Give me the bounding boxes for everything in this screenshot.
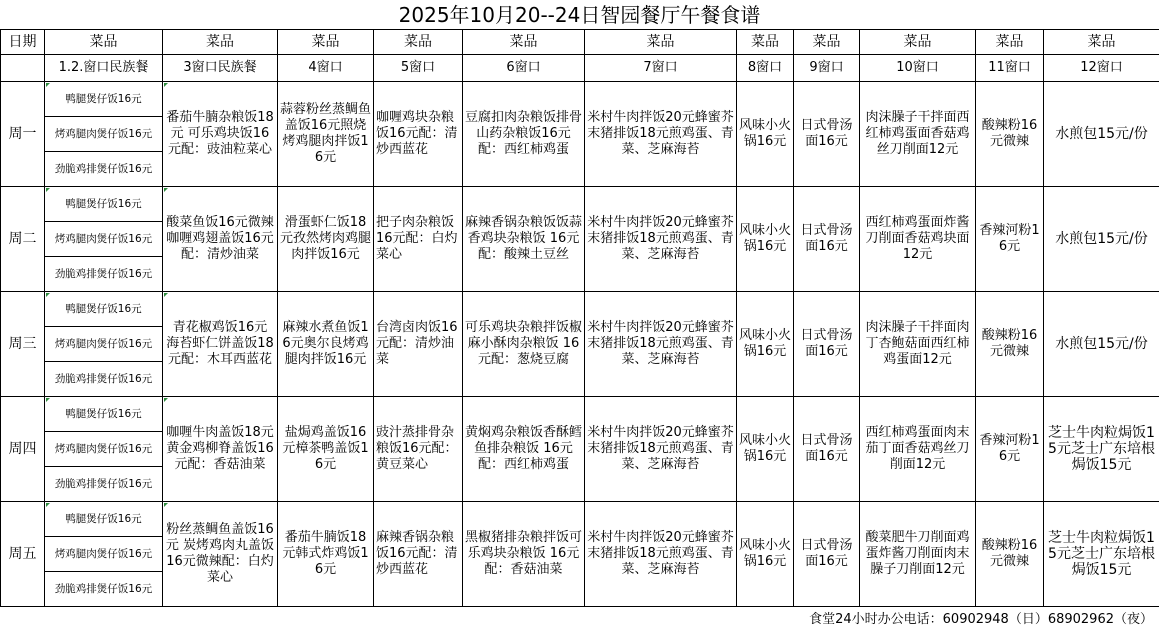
page-title: 2025年10月20--24日智园餐厅午餐食谱 [398, 3, 761, 27]
menu-cell: 米村牛肉拌饭20元蜂蜜芥末猪排饭18元煎鸡蛋、青菜、芝麻海苔 [585, 82, 737, 187]
menu-cell: 黑椒猪排杂粮拌饭可乐鸡块杂粮饭 16元配：香菇油菜 [463, 502, 585, 607]
cell-marker [46, 83, 50, 87]
menu-header: 菜品 [45, 30, 163, 55]
office-phone-note: 食堂24小时办公电话：60902948（日）68902962（夜） [809, 612, 1153, 627]
menu-cell: 麻辣水煮鱼饭16元奥尔良烤鸡腿肉拌饭16元 [278, 292, 374, 397]
window-header: 7窗口 [585, 55, 737, 82]
claypot-item: 烤鸡腿肉煲仔饭16元 [45, 432, 163, 467]
claypot-item: 劲脆鸡排煲仔饭16元 [45, 152, 163, 187]
window-row [1, 55, 1159, 82]
menu-cell: 酸辣粉16元微辣 [976, 82, 1044, 187]
claypot-item: 劲脆鸡排煲仔饭16元 [45, 257, 163, 292]
window-header: 6窗口 [463, 55, 585, 82]
menu-cell: 日式骨汤面16元 [794, 187, 860, 292]
day-label: 周二 [1, 187, 45, 292]
claypot-item: 劲脆鸡排煲仔饭16元 [45, 572, 163, 607]
menu-cell: 米村牛肉拌饭20元蜂蜜芥末猪排饭18元煎鸡蛋、青菜、芝麻海苔 [585, 187, 737, 292]
menu-cell: 风味小火锅16元 [737, 82, 794, 187]
menu-cell: 肉沫臊子干拌面肉丁杏鲍菇面西红柿鸡蛋面12元 [860, 292, 976, 397]
menu-cell: 香辣河粉16元 [976, 397, 1044, 502]
cell-marker [46, 503, 50, 507]
menu-header: 菜品 [794, 30, 860, 55]
cell-marker [164, 188, 168, 192]
menu-cell: 滑蛋虾仁饭18元孜然烤肉鸡腿肉拌饭16元 [278, 187, 374, 292]
menu-header: 菜品 [463, 30, 585, 55]
window-header: 4窗口 [278, 55, 374, 82]
menu-header: 菜品 [737, 30, 794, 55]
menu-cell: 豆腐扣肉杂粮饭排骨山药杂粮饭16元配：西红柿鸡蛋 [463, 82, 585, 187]
day-label: 周四 [1, 397, 45, 502]
claypot-item: 劲脆鸡排煲仔饭16元 [45, 362, 163, 397]
menu-header: 菜品 [585, 30, 737, 55]
menu-cell: 青花椒鸡饭16元 海苔虾仁饼盖饭18元配：木耳西蓝花 [163, 292, 278, 397]
menu-header: 菜品 [860, 30, 976, 55]
menu-cell: 黄焖鸡杂粮饭香酥鳕鱼排杂粮饭 16元配：西红柿鸡蛋 [463, 397, 585, 502]
claypot-item: 鸭腿煲仔饭16元 [45, 187, 163, 222]
claypot-item: 烤鸡腿肉煲仔饭16元 [45, 537, 163, 572]
menu-cell: 西红柿鸡蛋面肉末茄丁面香菇鸡丝刀削面12元 [860, 397, 976, 502]
menu-cell: 风味小火锅16元 [737, 292, 794, 397]
menu-cell: 风味小火锅16元 [737, 502, 794, 607]
menu-cell: 米村牛肉拌饭20元蜂蜜芥末猪排饭18元煎鸡蛋、青菜、芝麻海苔 [585, 397, 737, 502]
menu-cell: 台湾卤肉饭16元配：清炒油菜 [374, 292, 463, 397]
menu-table [0, 29, 1159, 607]
menu-cell: 米村牛肉拌饭20元蜂蜜芥末猪排饭18元煎鸡蛋、青菜、芝麻海苔 [585, 292, 737, 397]
claypot-item: 烤鸡腿肉煲仔饭16元 [45, 117, 163, 152]
window-header: 11窗口 [976, 55, 1044, 82]
claypot-item: 鸭腿煲仔饭16元 [45, 397, 163, 432]
cell-marker [46, 188, 50, 192]
day-row [1, 397, 1159, 432]
cell-marker [164, 83, 168, 87]
cell-marker [164, 398, 168, 402]
menu-cell: 日式骨汤面16元 [794, 502, 860, 607]
menu-cell: 咖喱牛肉盖饭18元黄金鸡柳脊盖饭16元配：香菇油菜 [163, 397, 278, 502]
claypot-item: 烤鸡腿肉煲仔饭16元 [45, 222, 163, 257]
menu-cell: 西红柿鸡蛋面炸酱刀削面香菇鸡块面12元 [860, 187, 976, 292]
cell-marker [46, 293, 50, 297]
menu-cell: 芝士牛肉粒焗饭15元芝士广东培根焗饭15元 [1044, 397, 1159, 502]
menu-cell: 米村牛肉拌饭20元蜂蜜芥末猪排饭18元煎鸡蛋、青菜、芝麻海苔 [585, 502, 737, 607]
cell-marker [164, 293, 168, 297]
day-label: 周五 [1, 502, 45, 607]
menu-header: 菜品 [976, 30, 1044, 55]
menu-cell: 香辣河粉16元 [976, 187, 1044, 292]
menu-cell: 酸菜肥牛刀削面鸡蛋炸酱刀削面肉末臊子刀削面12元 [860, 502, 976, 607]
window-header: 9窗口 [794, 55, 860, 82]
claypot-item: 鸭腿煲仔饭16元 [45, 292, 163, 327]
menu-cell: 盐焗鸡盖饭16元樟茶鸭盖饭16元 [278, 397, 374, 502]
menu-cell: 水煎包15元/份 [1044, 82, 1159, 187]
header-row [1, 30, 1159, 55]
day-row [1, 82, 1159, 117]
window-header: 10窗口 [860, 55, 976, 82]
menu-cell: 豉汁蒸排骨杂粮饭16元配：黄豆菜心 [374, 397, 463, 502]
menu-header: 菜品 [374, 30, 463, 55]
menu-cell: 日式骨汤面16元 [794, 397, 860, 502]
menu-cell: 番茄牛腩饭18元韩式炸鸡饭16元 [278, 502, 374, 607]
menu-cell: 粉丝蒸鲷鱼盖饭16元 炭烤鸡肉丸盖饭16元微辣配：白灼菜心 [163, 502, 278, 607]
menu-cell: 酸辣粉16元微辣 [976, 292, 1044, 397]
menu-cell: 酸菜鱼饭16元微辣咖喱鸡翅盖饭16元配：清炒油菜 [163, 187, 278, 292]
day-label: 周三 [1, 292, 45, 397]
claypot-item: 鸭腿煲仔饭16元 [45, 82, 163, 117]
menu-cell: 芝士牛肉粒焗饭15元芝士广东培根焗饭15元 [1044, 502, 1159, 607]
menu-cell: 咖喱鸡块杂粮饭16元配：清炒西蓝花 [374, 82, 463, 187]
date-spacer [1, 55, 45, 82]
claypot-item: 劲脆鸡排煲仔饭16元 [45, 467, 163, 502]
window-header: 12窗口 [1044, 55, 1159, 82]
menu-cell: 风味小火锅16元 [737, 187, 794, 292]
claypot-item: 鸭腿煲仔饭16元 [45, 502, 163, 537]
menu-header: 菜品 [278, 30, 374, 55]
menu-cell: 蒜蓉粉丝蒸鲷鱼盖饭16元照烧烤鸡腿肉拌饭16元 [278, 82, 374, 187]
menu-cell: 日式骨汤面16元 [794, 292, 860, 397]
menu-header: 菜品 [163, 30, 278, 55]
menu-cell: 可乐鸡块杂粮拌饭椒麻小酥肉杂粮饭 16元配：葱烧豆腐 [463, 292, 585, 397]
cell-marker [46, 398, 50, 402]
menu-header: 菜品 [1044, 30, 1159, 55]
menu-cell: 肉沫臊子干拌面西红柿鸡蛋面香菇鸡丝刀削面12元 [860, 82, 976, 187]
menu-cell: 水煎包15元/份 [1044, 187, 1159, 292]
menu-cell: 麻辣香锅杂粮饭16元配：清炒西蓝花 [374, 502, 463, 607]
date-header: 日期 [1, 30, 45, 55]
menu-cell: 水煎包15元/份 [1044, 292, 1159, 397]
cell-marker [164, 503, 168, 507]
claypot-item: 烤鸡腿肉煲仔饭16元 [45, 327, 163, 362]
day-row [1, 187, 1159, 222]
menu-cell: 风味小火锅16元 [737, 397, 794, 502]
menu-cell: 酸辣粉16元微辣 [976, 502, 1044, 607]
window-header: 8窗口 [737, 55, 794, 82]
day-label: 周一 [1, 82, 45, 187]
window-header: 1.2.窗口民族餐 [45, 55, 163, 82]
menu-cell: 把子肉杂粮饭16元配：白灼菜心 [374, 187, 463, 292]
day-row [1, 292, 1159, 327]
window-header: 5窗口 [374, 55, 463, 82]
day-row [1, 502, 1159, 537]
menu-cell: 麻辣香锅杂粮饭饭蒜香鸡块杂粮饭 16元配：酸辣土豆丝 [463, 187, 585, 292]
menu-cell: 番茄牛腩杂粮饭18元 可乐鸡块饭16元配：豉油粒菜心 [163, 82, 278, 187]
window-header: 3窗口民族餐 [163, 55, 278, 82]
menu-cell: 日式骨汤面16元 [794, 82, 860, 187]
